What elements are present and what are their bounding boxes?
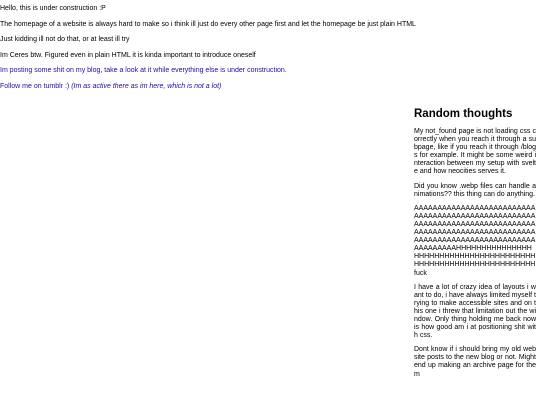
intro-line: Hello, this is under construction :P — [0, 5, 106, 12]
tumblr-link[interactable]: Follow me on tumblr :) — [0, 82, 70, 90]
random-thoughts-sidebar — [414, 107, 536, 385]
homepage-note: The homepage of a website is always hard to make so i think ill just do every other page first and let the homepage be just plain HTML — [0, 20, 416, 28]
tumblr-paragraph — [0, 83, 540, 92]
sidebar-title: Random thoughts — [414, 108, 513, 120]
introduction-line: Im Ceres btw. Figured even in plain HTML it is kinda important to introduce oneself — [0, 51, 256, 59]
joke-line: Just kidding ill not do that, or at least ill try — [0, 36, 130, 43]
blog-paragraph — [0, 67, 540, 76]
thought-scream: AAAAAAAAAAAAAAAAAAAAAAAAAAAAAAAAAAAAAAAAAAAAAAAAAAAAAAAAAAAAAAAAAAAAAAAAAAAAAAAAAAAAAAAAAAAAAAAAAAAAAAAAAAAAAAAAAAAAAAAAAAAAAAAAAAAAAAAAAAAHHHHHHHHHHHHHHHHHHHHHHHHHHHHHHHHHHHHHHHHHHHHHHHHHHHHHHHHHHHHHHH fuck — [414, 204, 536, 277]
thought-layouts: I have a lot of crazy idea of layouts i want to do, i have always limited myself trying to make accessible sites and on this one i threw that limitation out the window. Only thing holding me back now is how good am i at positioning shit with css. — [414, 283, 536, 340]
blog-link[interactable]: Im posting some shit on my blog, take a look at it while everything else is under construction. — [0, 67, 287, 74]
thought-old-posts: Dont know if i should bring my old website posts to the new blog or not. Might end up making an archive page for them — [414, 346, 536, 378]
tumblr-note: (Im as active there as im here, which is not a lot) — [71, 82, 222, 90]
thought-webp: Did you know .webp files can handle animations?? this thing can do anything. — [414, 182, 536, 198]
thought-not-found: My not_found page is not loading css correctly when you reach it through a subpage, like if you reach it through /blogs for example. It might be some weird interaction between my setup with svelte and how neocities serves it. — [414, 128, 536, 176]
main-content — [0, 5, 540, 98]
